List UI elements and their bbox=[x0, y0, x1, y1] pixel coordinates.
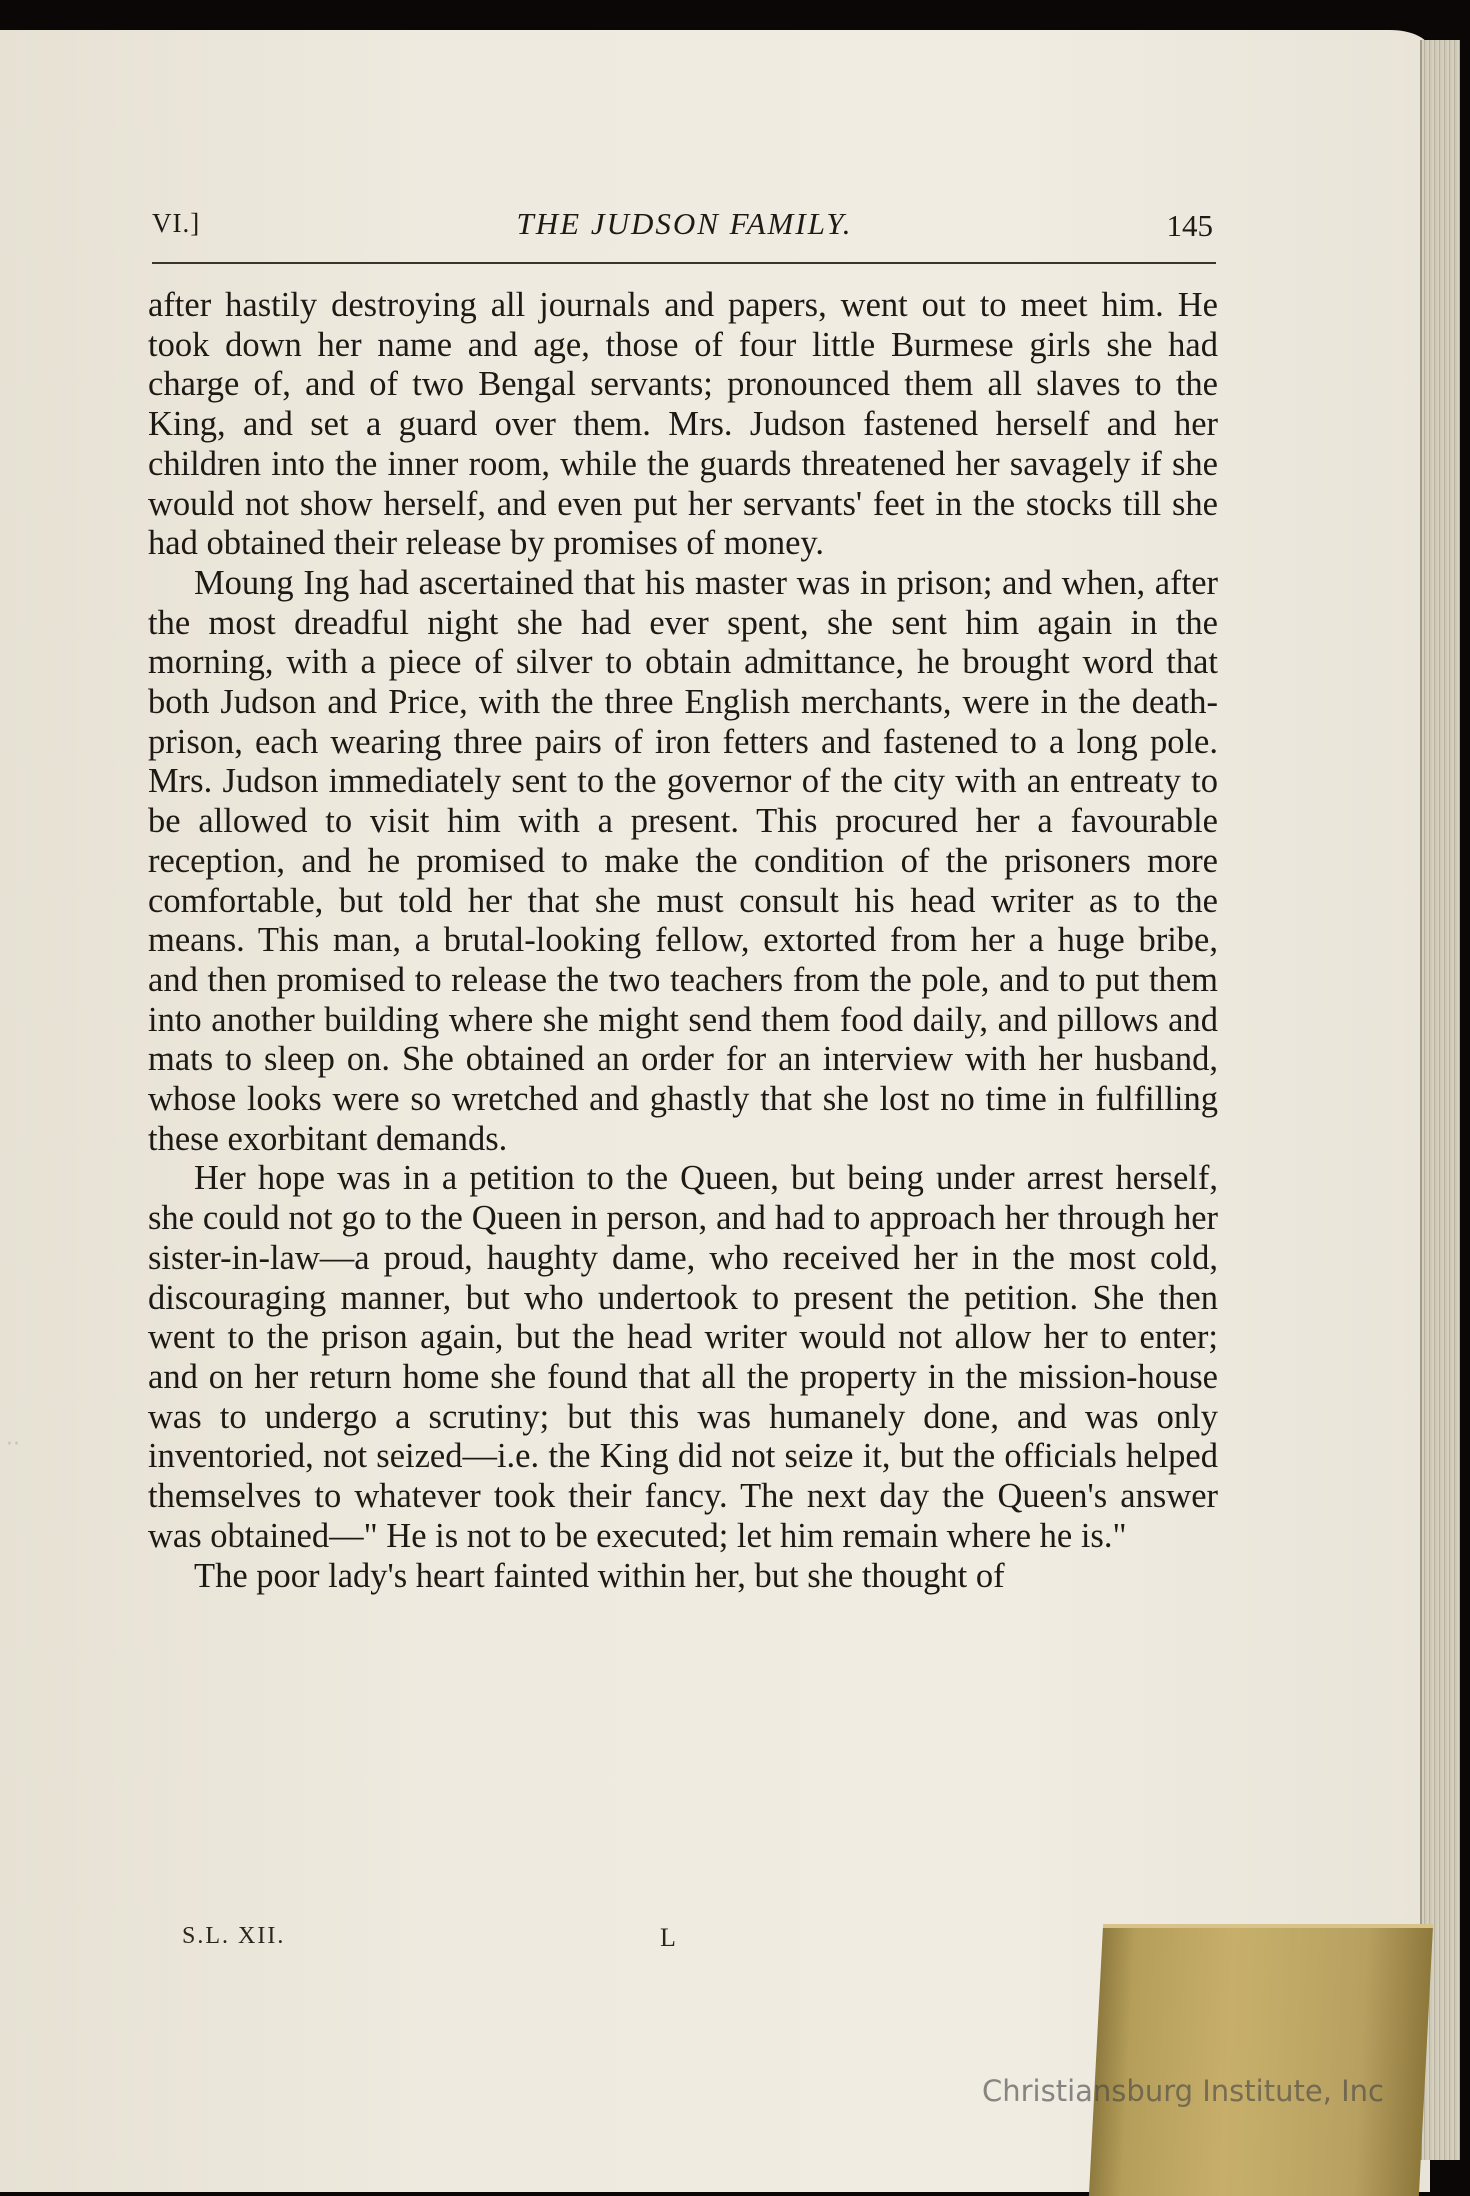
brass-clip bbox=[1089, 1924, 1433, 2196]
page-edges bbox=[1420, 40, 1460, 2160]
signature-mark: S.L. XII. bbox=[182, 1923, 286, 1949]
paragraph-4: The poor lady's heart fainted within her, but she thought of bbox=[194, 1556, 1005, 1595]
running-head-title: THE JUDSON FAMILY. bbox=[516, 206, 853, 241]
running-head-section: VI.] bbox=[152, 208, 201, 238]
margin-specks: ·· bbox=[6, 1432, 20, 1457]
running-head bbox=[152, 206, 1217, 246]
paragraph-3: Her hope was in a petition to the Queen, but being under arrest herself, she could not go to the Queen in person, and had to approach her through her sister-in-law—a proud, haughty dame, who received her in the most cold, discouraging manner, but who undertook to present the petition. She then went to the prison again, but the head writer would not allow her to enter; and on her return home she found that all the property in the mission-house was to undergo a scrutiny; but this was humanely done, and was only inventoried, not seized—i.e. the King did not seize it, but the officials helped themselves to whatever took their fancy. The next day the Queen's answer was obtained—" He is not to be executed; let him remain where he is." bbox=[148, 1159, 1218, 1555]
page-footer bbox=[182, 1923, 882, 1957]
header-rule bbox=[152, 262, 1216, 264]
watermark: Christiansburg Institute, Inc bbox=[982, 2074, 1384, 2108]
paragraph-1: after hastily destroying all journals and papers, went out to meet him. He took down her name and age, those of four little Burmese girls she had charge of, and of two Bengal servants; pronounced them all slaves to the King, and set a guard over them. Mrs. Judson fastened herself and her children into the inner room, while the guards threatened her savagely if she would not show herself, and even put her servants' feet in the stocks till she had obtained their release by promises of money. bbox=[148, 286, 1218, 563]
body-text bbox=[148, 286, 1218, 1596]
paragraph-2: Moung Ing had ascertained that his master was in prison; and when, after the most dreadful night she had ever spent, she sent him again in the morning, with a piece of silver to obtain admittance, he brought word that both Judson and Price, with the three English merchants, were in the death-prison, each wearing three pairs of iron fetters and fastened to a long pole. Mrs. Judson immediately sent to the governor of the city with an entreaty to be allowed to visit him with a present. This procured her a favourable reception, and he promised to make the condition of the prisoners more comfortable, but told her that she must consult his head writer as to the means. This man, a brutal-looking fellow, extorted from her a huge bribe, and then promised to release the two teachers from the pole, and to put them into another building where she might send them food daily, and pillows and mats to sleep on. She obtained an order for an interview with her husband, whose looks were so wretched and ghastly that she lost no time in fulfilling these exorbitant demands. bbox=[148, 563, 1218, 1158]
sheet-mark: L bbox=[660, 1923, 676, 1952]
page-number: 145 bbox=[1166, 208, 1213, 243]
